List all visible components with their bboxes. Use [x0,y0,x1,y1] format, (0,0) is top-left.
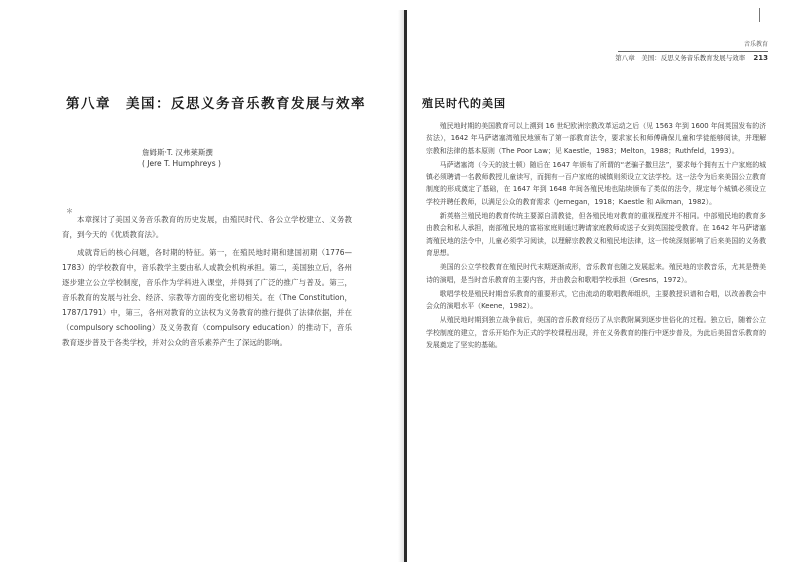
footnote-asterisk: ＊ [66,207,73,215]
author-block [142,147,302,169]
page-number: 213 [753,54,768,62]
paragraph: 美国的公立学校教育在殖民时代末期逐渐成形，音乐教育也随之发展起来。殖民地的宗教音乐，尤其是赞美诗的演唱，是当时音乐教育的主要内容，并由教会和歌唱学校承担（Gresns，1972）。 [426,263,766,284]
paragraph: 殖民地时期的美国教育可以上溯到 16 世纪欧洲宗教改革运动之后（见 1563 年到 1600 年间英国发布的济贫法），1642 年马萨诸塞湾殖民地颁布了第一部教育法令，要求家长和师傅确保儿童和学徒能够阅读，并理解宗教和法律的基本原则（The Poor Law；见 Kaestle，1983；Melton，1988；Ruthfeld，1993）。 [426,122,766,155]
paragraph: 歌唱学校是殖民时期音乐教育的重要形式，它由流动的歌唱教师组织，主要教授识谱和合唱，以改善教会中会众的演唱水平（Keene，1982）。 [426,289,766,311]
chapter-title: 第八章 美国：反思义务音乐教育发展与效率 [66,96,366,112]
right-body-text [426,120,766,353]
paragraph: 从殖民地时期到独立战争前后，美国的音乐教育经历了从宗教附属到逐步世俗化的过程。独立后，随着公立学校制度的建立，音乐开始作为正式的学校课程出现，并在义务教育的推行中逐步普及，为此后美国音乐教育的发展奠定了坚实的基础。 [426,316,766,350]
paragraph: 马萨诸塞湾（今天的波士顿）随后在 1647 年颁布了所谓的“老骗子撒旦法”，要求每个拥有五十户家庭的城镇必须聘请一名教师教授儿童读写，而拥有一百户家庭的城镇则须设立文法学校。这一法令为后来美国公立教育制度的形成奠定了基础，在 1647 年到 1648 年间各殖民地也陆续颁布了类似的法令，规定每个城镇必须设立学校并聘任教师，以满足公众的教育需求（Jernegan，1918；Kaestle 和 Aikman，1982）。 [426,160,766,206]
page-edge-mark [759,8,760,22]
section-title: 殖民时代的美国 [422,97,506,110]
paragraph: 成就背后的核心问题，各时期的特征。第一，在殖民地时期和建国初期（1776—1783）的学校教育中，音乐教学主要由私人或教会机构承担。第二，美国独立后，各州逐步建立公立学校制度，音乐作为学科进入课堂，并得到了广泛的推广与普及。第三，音乐教育的发展与社会、经济、宗教等方面的变化密切相关。在（The Constitution，1787/1791）中，第三，各州对教育的立法权为义务教育的推行提供了法律依据，并在（compulsory schooling）及义务教育（compulsory education）的推动下，音乐教育逐步普及于各类学校，并对公众的音乐素养产生了深远的影响。 [62,248,352,347]
running-header-line [615,54,768,63]
running-header-text: 第八章 美国：反思义务音乐教育发展与效率 [615,54,746,62]
paragraph: 本章探讨了美国义务音乐教育的历史发展，由殖民时代、各公立学校建立、义务教育，到今天的《优质教育法》。 [62,215,352,239]
running-header [615,40,768,63]
book-gutter [404,10,407,562]
author-name-en: ( Jere T. Humphreys ) [142,159,221,168]
running-header-tag: 音乐教育 [743,41,768,48]
header-rule [618,51,768,52]
author-name-cn: 詹姆斯·T. 汉弗莱斯撰 [142,148,213,157]
paragraph: 新英格兰殖民地的教育传统主要源自清教徒，但各殖民地对教育的重视程度并不相同。中部殖民地的教育多由教会和私人承担，南部殖民地的富裕家庭则通过聘请家庭教师或送子女到英国接受教育。在 1642 年马萨诸塞湾殖民地的法令中，儿童必须学习阅读，以理解宗教教义和殖民地法律，这一传统深刻影响了后来美国的义务教育思想。 [426,212,766,257]
left-body-text [62,212,352,353]
